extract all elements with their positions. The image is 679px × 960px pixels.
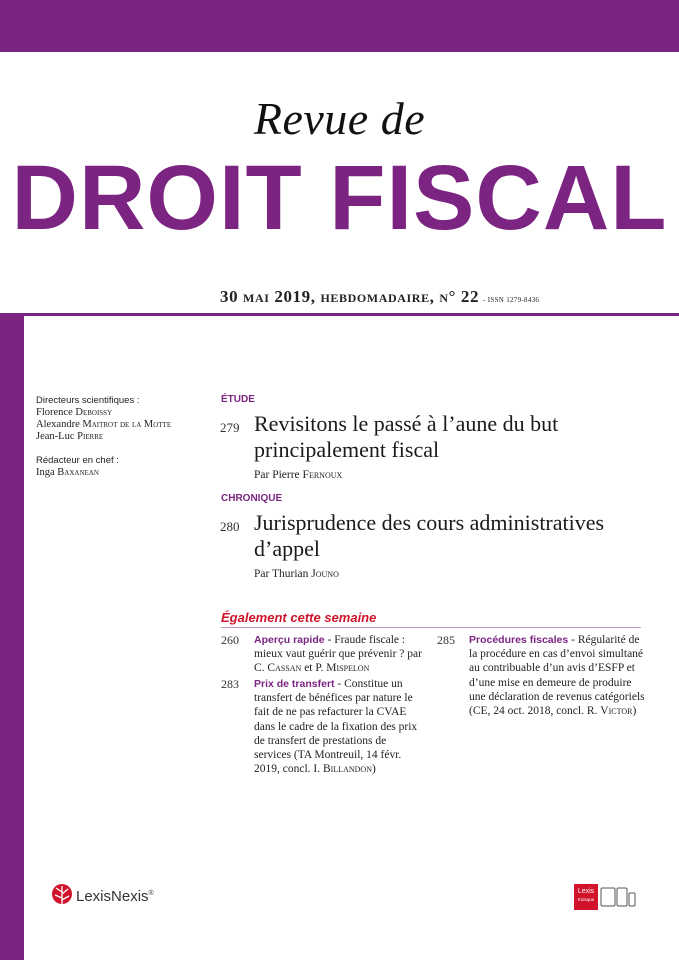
article-author: Par Thurian Jouno: [254, 568, 339, 580]
top-color-band: [0, 0, 679, 52]
journal-title-line2: DROIT FISCAL: [11, 147, 668, 249]
directors-label: Directeurs scientifiques :: [36, 395, 140, 406]
devices-icon: [600, 886, 636, 908]
editorial-board: [36, 395, 216, 479]
director-name: Florence Deboissy: [36, 407, 113, 418]
publisher-name: LexisNexis®: [76, 887, 154, 905]
editor-name: Inga Baxanean: [36, 467, 99, 478]
rubric-chronique: CHRONIQUE: [221, 493, 283, 504]
brief-number: 283: [221, 677, 239, 691]
brief-number: 260: [221, 633, 239, 647]
issue-info: [220, 287, 539, 307]
journal-title-line1: Revue de: [253, 93, 426, 144]
left-color-bar: [0, 316, 24, 960]
also-this-week-heading: Également cette semaine: [221, 610, 377, 625]
issn: - ISSN 1279-8436: [483, 296, 540, 304]
editor-label: Rédacteur en chef :: [36, 455, 119, 466]
lexisnexis-tree-icon: [51, 882, 73, 910]
article-title[interactable]: Jurisprudence des cours administratives d’appel: [254, 510, 605, 561]
brief-item[interactable]: Aperçu rapide - Fraude fiscale : mieux vaut guérir que prévenir ? par C. Cassan et P. Mispelon: [254, 634, 422, 675]
director-name: Alexandre Maitrot de la Motte: [36, 419, 172, 430]
also-divider: [221, 627, 641, 628]
publisher-logo: [51, 882, 154, 910]
brief-number: 285: [437, 633, 455, 647]
rubric-etude: ÉTUDE: [221, 394, 255, 405]
brief-item[interactable]: Prix de transfert - Constitue un transfert de bénéfices par nature le fait de ne pas refacturer la CVAE dans le cadre de la fixation des prix de transfert de prestations de services (TA Montreuil, 14 févr. 2019, concl. I. Billandon): [254, 678, 418, 776]
article-author: Par Pierre Fernoux: [254, 469, 343, 481]
kiosque-logo: Lexis Kiosque: [574, 884, 598, 910]
brief-item[interactable]: Procédures fiscales - Régularité de la procédure en cas d’envoi simultané au contribuable d’un avis d’ESFP et d’une mise en demeure de produire une déclaration de revenus catégoriels (CE, 24 oct. 2018, concl. R. Victor): [469, 634, 645, 718]
header-separator: [0, 313, 679, 316]
director-name: Jean-Luc Pierre: [36, 431, 104, 442]
article-number: 280: [220, 519, 240, 534]
lexis-kiosque-badge: [574, 884, 636, 910]
article-number: 279: [220, 420, 240, 435]
issue-date: 30 mai 2019, hebdomadaire, n° 22: [220, 287, 480, 306]
article-title[interactable]: Revisitons le passé à l’aune du but principalement fiscal: [254, 411, 559, 462]
